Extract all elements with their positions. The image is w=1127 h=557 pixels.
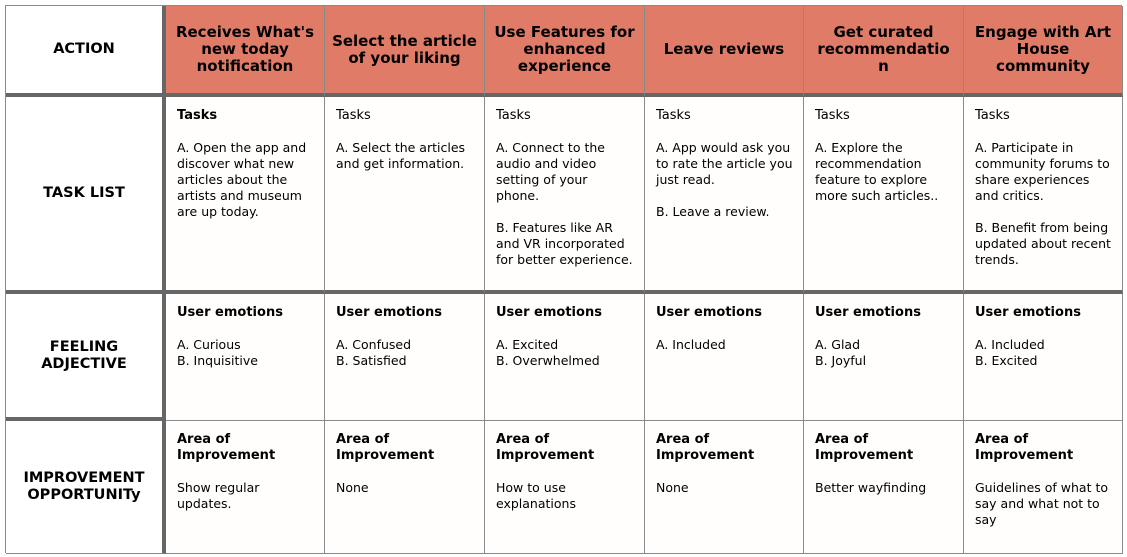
emotions-heading: User emotions bbox=[496, 305, 602, 320]
improvement-heading: Area of Improvement bbox=[496, 432, 595, 463]
tasks-cell-4 bbox=[645, 97, 804, 294]
emotions-cell-4 bbox=[645, 294, 804, 421]
task-item: B. Benefit from being updated about recent trends. bbox=[975, 220, 1111, 267]
task-item: B. Features like AR and VR incorporated for better experience. bbox=[496, 220, 633, 267]
task-item: A. Explore the recommendation feature to explore more such articles.. bbox=[815, 140, 939, 203]
row-header-improvement bbox=[6, 421, 166, 554]
emotions-cell-2 bbox=[325, 294, 485, 421]
tasks-heading: Tasks bbox=[975, 108, 1010, 123]
stage-header-1: Receives What's new today notification bbox=[166, 6, 325, 97]
improvement-cell-5 bbox=[804, 421, 964, 554]
journey-map-table bbox=[5, 5, 1122, 553]
emotions-heading: User emotions bbox=[336, 305, 442, 320]
improvement-cell-2 bbox=[325, 421, 485, 554]
tasks-heading: Tasks bbox=[336, 108, 371, 123]
tasks-cell-3 bbox=[485, 97, 645, 294]
emotions-list: A. Glad B. Joyful bbox=[815, 337, 867, 368]
tasks-cell-5 bbox=[804, 97, 964, 294]
task-item: A. Participate in community forums to share experiences and critics. bbox=[975, 140, 1110, 203]
task-item: A. Select the articles and get information. bbox=[336, 140, 466, 171]
stage-header-6: Engage with Art House community bbox=[964, 6, 1123, 97]
emotions-cell-1 bbox=[166, 294, 325, 421]
row-header-task-list: TASK LIST bbox=[6, 97, 166, 294]
emotions-cell-6 bbox=[964, 294, 1123, 421]
tasks-cell-6 bbox=[964, 97, 1123, 294]
row-header-action: ACTION bbox=[6, 6, 166, 97]
emotions-cell-3 bbox=[485, 294, 645, 421]
improvement-heading: Area of Improvement bbox=[975, 432, 1074, 463]
improvement-text: How to use explanations bbox=[496, 480, 576, 511]
improvement-cell-1 bbox=[166, 421, 325, 554]
stage-header-5: Get curated recommendatio n bbox=[804, 6, 964, 97]
stage-header-2: Select the article of your liking bbox=[325, 6, 485, 97]
improvement-heading: Area of Improvement bbox=[656, 432, 755, 463]
row-header-improvement-label: IMPROVEMENT OPPORTUNITy bbox=[23, 470, 145, 503]
stage-header-3: Use Features for enhanced experience bbox=[485, 6, 645, 97]
tasks-heading: Tasks bbox=[496, 108, 531, 123]
improvement-text: Guidelines of what to say and what not to say bbox=[975, 480, 1109, 527]
emotions-heading: User emotions bbox=[815, 305, 921, 320]
stage-header-4: Leave reviews bbox=[645, 6, 804, 97]
emotions-cell-5 bbox=[804, 294, 964, 421]
tasks-heading: Tasks bbox=[177, 108, 218, 123]
improvement-cell-4 bbox=[645, 421, 804, 554]
improvement-heading: Area of Improvement bbox=[815, 432, 914, 463]
tasks-cell-2 bbox=[325, 97, 485, 294]
task-item: B. Leave a review. bbox=[656, 204, 770, 219]
task-item: A. Connect to the audio and video setting of your phone. bbox=[496, 140, 605, 203]
improvement-text: Show regular updates. bbox=[177, 480, 260, 511]
tasks-cell-1 bbox=[166, 97, 325, 294]
row-header-feeling bbox=[6, 294, 166, 421]
improvement-cell-6 bbox=[964, 421, 1123, 554]
improvement-text: None bbox=[656, 480, 689, 495]
emotions-list: A. Confused B. Satisfied bbox=[336, 337, 412, 368]
improvement-heading: Area of Improvement bbox=[336, 432, 435, 463]
improvement-text: Better wayfinding bbox=[815, 480, 927, 495]
tasks-heading: Tasks bbox=[815, 108, 850, 123]
row-header-feeling-label: FEELING ADJECTIVE bbox=[41, 338, 127, 372]
task-item: A. App would ask you to rate the article you just read. bbox=[656, 140, 793, 187]
emotions-list: A. Excited B. Overwhelmed bbox=[496, 337, 600, 368]
emotions-heading: User emotions bbox=[975, 305, 1081, 320]
emotions-list: A. Included bbox=[656, 337, 726, 352]
task-item: A. Open the app and discover what new articles about the artists and museum are up today. bbox=[177, 140, 307, 219]
emotions-heading: User emotions bbox=[656, 305, 762, 320]
tasks-heading: Tasks bbox=[656, 108, 691, 123]
emotions-heading: User emotions bbox=[177, 305, 283, 320]
emotions-list: A. Curious B. Inquisitive bbox=[177, 337, 258, 368]
improvement-text: None bbox=[336, 480, 369, 495]
improvement-heading: Area of Improvement bbox=[177, 432, 276, 463]
improvement-cell-3 bbox=[485, 421, 645, 554]
emotions-list: A. Included B. Excited bbox=[975, 337, 1045, 368]
